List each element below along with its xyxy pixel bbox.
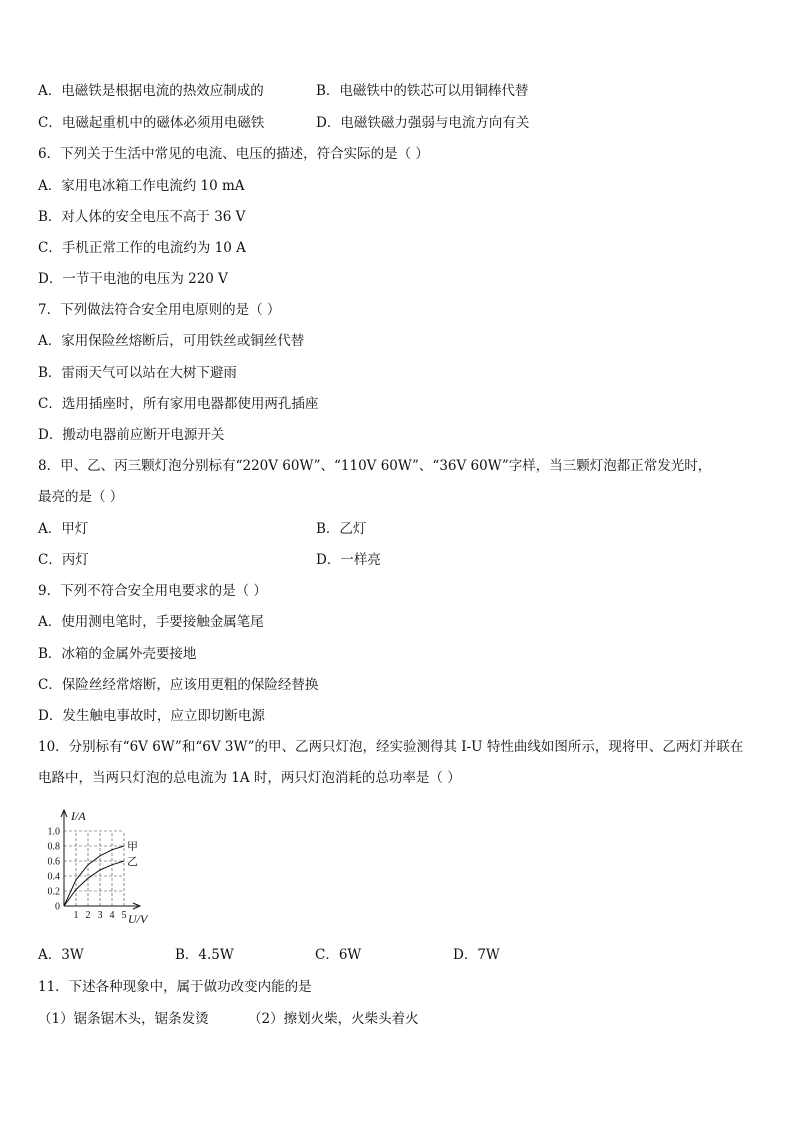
q9-option-c: C．保险丝经常熔断，应该用更粗的保险经替换 <box>38 677 319 693</box>
x-tick-label: 4 <box>109 910 115 921</box>
q10-option-b: B．4.5W <box>175 947 234 963</box>
q8-stem-line1: 8．甲、乙、丙三颗灯泡分别标有“220V 60W”、“110V 60W”、“36V 60W”字样，当三颗灯泡都正常发光时， <box>38 458 712 474</box>
q5-option-b: B．电磁铁中的铁芯可以用铜棒代替 <box>316 83 529 99</box>
q8-option-c: C．丙灯 <box>38 552 89 568</box>
q7-option-c: C．选用插座时，所有家用电器都使用两孔插座 <box>38 396 319 412</box>
x-axis-label: U/V <box>128 912 148 926</box>
q9-option-d: D．发生触电事故时，应立即切断电源 <box>38 708 265 724</box>
q8-option-d: D．一样亮 <box>316 552 381 568</box>
y-axis-label: I/A <box>71 809 86 823</box>
q6-stem: 6．下列关于生活中常见的电流、电压的描述，符合实际的是（ ） <box>38 146 429 162</box>
iu-characteristic-chart <box>38 806 178 926</box>
q7-option-a: A．家用保险丝熔断后，可用铁丝或铜丝代替 <box>38 333 305 349</box>
q10-stem-line2: 电路中，当两只灯泡的总电流为 1A 时，两只灯泡消耗的总功率是（ ） <box>38 770 461 786</box>
q10-option-a: A．3W <box>38 947 84 963</box>
q10-option-d: D．7W <box>453 947 500 963</box>
x-tick-label: 1 <box>73 910 79 921</box>
q10-option-c: C．6W <box>315 947 362 963</box>
q7-option-b: B．雷雨天气可以站在大树下避雨 <box>38 365 237 381</box>
chart-grid <box>64 831 124 906</box>
x-tick-label: 3 <box>97 910 103 921</box>
series-label-1: 甲 <box>127 841 138 853</box>
q8-option-b: B．乙灯 <box>316 521 367 537</box>
q9-option-a: A．使用测电笔时，手要接触金属笔尾 <box>38 614 264 630</box>
q11-stem: 11．下述各种现象中，属于做功改变内能的是 <box>38 979 312 995</box>
x-tick-label: 2 <box>85 910 91 921</box>
q9-stem: 9．下列不符合安全用电要求的是（ ） <box>38 583 267 599</box>
q11-item-2: （2）擦划火柴，火柴头着火 <box>248 1011 419 1027</box>
origin-label: 0 <box>55 901 60 913</box>
q6-option-d: D．一节干电池的电压为 220 V <box>38 271 228 287</box>
q6-option-b: B．对人体的安全电压不高于 36 V <box>38 209 246 225</box>
q5-option-d: D．电磁铁磁力强弱与电流方向有关 <box>316 115 530 131</box>
y-tick-label: 0.8 <box>47 841 60 853</box>
q10-stem-line1: 10．分别标有“6V 6W”和“6V 3W”的甲、乙两只灯泡，经实验测得其 I-U 特性曲线如图所示，现将甲、乙两灯并联在 <box>38 739 744 755</box>
y-tick-label: 0.4 <box>47 871 60 883</box>
q11-item-1: （1）锯条锯木头，锯条发烫 <box>38 1011 209 1027</box>
x-tick-label: 5 <box>121 910 127 921</box>
q7-option-d: D．搬动电器前应断开电源开关 <box>38 427 225 443</box>
series-curve-2 <box>64 861 124 906</box>
q8-stem-line2: 最亮的是（ ） <box>38 489 124 505</box>
q6-option-a: A．家用电冰箱工作电流约 10 mA <box>38 178 245 194</box>
q6-option-c: C．手机正常工作的电流约为 10 A <box>38 240 246 256</box>
y-tick-label: 0.6 <box>47 856 60 868</box>
q7-stem: 7．下列做法符合安全用电原则的是（ ） <box>38 302 281 318</box>
q8-option-a: A．甲灯 <box>38 521 89 537</box>
y-tick-label: 0.2 <box>47 886 60 898</box>
series-label-2: 乙 <box>127 856 138 868</box>
q5-option-c: C．电磁起重机中的磁体必须用电磁铁 <box>38 115 265 131</box>
y-tick-label: 1.0 <box>47 826 60 838</box>
q9-option-b: B．冰箱的金属外壳要接地 <box>38 646 197 662</box>
q5-option-a: A．电磁铁是根据电流的热效应制成的 <box>38 83 264 99</box>
